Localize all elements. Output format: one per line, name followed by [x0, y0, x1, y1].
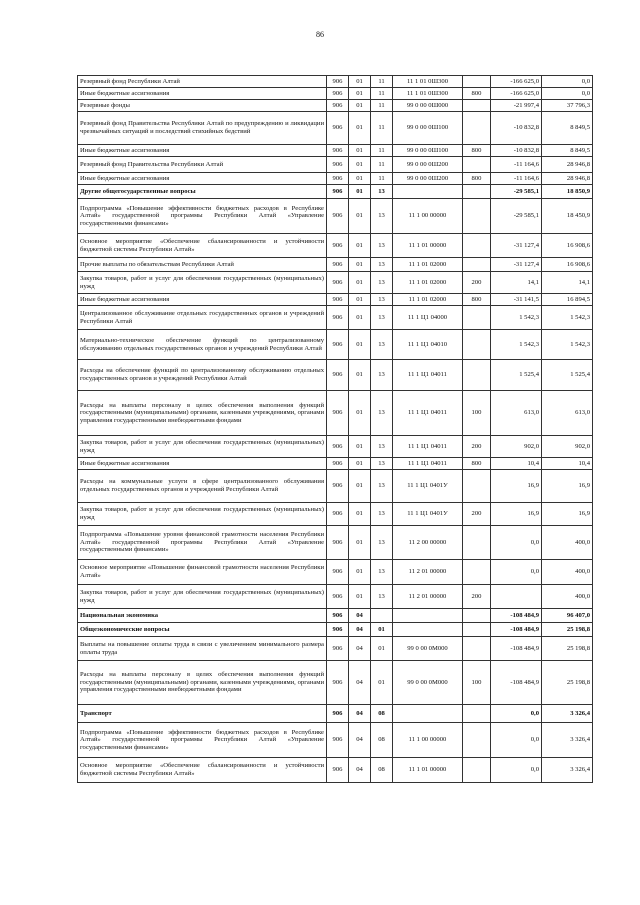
cell-name: Расходы на обеспечение функций по централизованному обслуживанию отдельных государственных органов и учреждений Республики Алтай [78, 360, 327, 391]
cell-name: Основное мероприятие «Обеспечение сбалансированности и устойчивости бюджетной системы Республики Алтай» [78, 234, 327, 258]
cell-ved: 906 [327, 458, 349, 470]
table-row [78, 360, 593, 391]
cell-amount-change: 0,0 [491, 758, 542, 783]
cell-amount-total: 18 450,9 [542, 199, 593, 234]
cell-amount-change [491, 585, 542, 609]
cell-subsection: 13 [371, 185, 393, 199]
cell-amount-change: 0,0 [491, 526, 542, 560]
cell-amount-change: -11 164,6 [491, 173, 542, 185]
cell-section: 04 [349, 705, 371, 723]
cell-name: Основное мероприятие «Повышение финансовой грамотности населения Республики Алтай» [78, 560, 327, 585]
table-row [78, 157, 593, 173]
budget-table [77, 75, 593, 783]
cell-name: Закупка товаров, работ и услуг для обеспечения государственных (муниципальных) нужд [78, 585, 327, 609]
cell-name: Расходы на коммунальные услуги в сфере централизованного обслуживания отдельных государственных органов и учреждений Республики Алтай [78, 470, 327, 503]
cell-target-article: 11 1 Ц1 04011 [393, 458, 463, 470]
cell-name: Закупка товаров, работ и услуг для обеспечения государственных (муниципальных) нужд [78, 503, 327, 526]
cell-expense-type: 200 [463, 436, 491, 458]
cell-subsection: 01 [371, 637, 393, 661]
cell-expense-type [463, 723, 491, 758]
cell-target-article: 11 1 01 02000 [393, 272, 463, 294]
cell-target-article [393, 623, 463, 637]
cell-ved: 906 [327, 470, 349, 503]
cell-amount-change: 0,0 [491, 723, 542, 758]
cell-expense-type [463, 185, 491, 199]
cell-subsection: 13 [371, 306, 393, 330]
cell-amount-change: 0,0 [491, 560, 542, 585]
cell-ved: 906 [327, 436, 349, 458]
cell-amount-total: 16 908,6 [542, 258, 593, 272]
cell-amount-change: 902,0 [491, 436, 542, 458]
table-row [78, 145, 593, 157]
cell-subsection: 11 [371, 100, 393, 112]
cell-target-article: 11 1 Ц1 04011 [393, 391, 463, 436]
cell-section: 01 [349, 560, 371, 585]
cell-amount-change: -11 164,6 [491, 157, 542, 173]
cell-target-article: 99 0 00 0Ш100 [393, 112, 463, 145]
cell-amount-total: 18 850,9 [542, 185, 593, 199]
cell-ved: 906 [327, 294, 349, 306]
cell-name: Иные бюджетные ассигнования [78, 294, 327, 306]
cell-expense-type [463, 330, 491, 360]
cell-target-article: 11 1 Ц1 04011 [393, 360, 463, 391]
cell-name: Выплаты на повышение оплаты труда в связи с увеличением минимального размера оплаты труда [78, 637, 327, 661]
cell-name: Резервный фонд Правительства Республики Алтай [78, 157, 327, 173]
table-row [78, 585, 593, 609]
cell-name: Прочие выплаты по обязательствам Республики Алтай [78, 258, 327, 272]
table-body [78, 76, 593, 783]
cell-amount-change: -29 585,1 [491, 185, 542, 199]
cell-name: Подпрограмма «Повышение уровня финансовой грамотности населения Республики Алтай» государственной программы Республики Алтай «Управление государственными финансами» [78, 526, 327, 560]
cell-name: Подпрограмма «Повышение эффективности бюджетных расходов в Республике Алтай» государственной программы Республики Алтай «Управление государственными финансами» [78, 723, 327, 758]
cell-target-article: 11 2 01 00000 [393, 585, 463, 609]
table-row [78, 185, 593, 199]
table-row [78, 100, 593, 112]
cell-section: 01 [349, 173, 371, 185]
cell-ved: 906 [327, 330, 349, 360]
cell-expense-type [463, 560, 491, 585]
table-row [78, 199, 593, 234]
cell-target-article [393, 705, 463, 723]
cell-target-article: 99 0 00 0Ш200 [393, 157, 463, 173]
cell-name: Резервный фонд Республики Алтай [78, 76, 327, 88]
cell-target-article: 99 0 00 0М000 [393, 661, 463, 705]
cell-amount-change: -108 484,9 [491, 661, 542, 705]
cell-target-article [393, 185, 463, 199]
cell-section: 01 [349, 88, 371, 100]
cell-amount-total: 400,0 [542, 526, 593, 560]
cell-target-article: 11 1 Ц1 0401У [393, 470, 463, 503]
cell-ved: 906 [327, 258, 349, 272]
cell-target-article: 11 2 00 00000 [393, 526, 463, 560]
cell-expense-type: 100 [463, 391, 491, 436]
cell-subsection: 11 [371, 112, 393, 145]
cell-amount-total: 16 908,6 [542, 234, 593, 258]
cell-amount-total: 3 326,4 [542, 705, 593, 723]
cell-expense-type [463, 112, 491, 145]
cell-ved: 906 [327, 723, 349, 758]
cell-amount-total: 16 894,5 [542, 294, 593, 306]
cell-subsection: 13 [371, 330, 393, 360]
cell-expense-type: 800 [463, 458, 491, 470]
cell-ved: 906 [327, 391, 349, 436]
cell-amount-change: -108 484,9 [491, 637, 542, 661]
table-row [78, 88, 593, 100]
cell-amount-total: 16,9 [542, 503, 593, 526]
table-row [78, 560, 593, 585]
cell-subsection: 11 [371, 88, 393, 100]
cell-subsection: 11 [371, 157, 393, 173]
cell-ved: 906 [327, 360, 349, 391]
cell-amount-total: 0,0 [542, 76, 593, 88]
cell-subsection [371, 609, 393, 623]
cell-expense-type: 800 [463, 145, 491, 157]
cell-subsection: 01 [371, 661, 393, 705]
table-row [78, 458, 593, 470]
table-row [78, 258, 593, 272]
cell-name: Закупка товаров, работ и услуг для обеспечения государственных (муниципальных) нужд [78, 436, 327, 458]
cell-target-article: 11 1 00 00000 [393, 723, 463, 758]
cell-amount-total: 3 326,4 [542, 723, 593, 758]
cell-subsection: 11 [371, 145, 393, 157]
cell-name: Расходы на выплаты персоналу в целях обеспечения выполнения функций государственными (муниципальными) органами, казенными учреждениями, органами управления государственными внебюджетными фондами [78, 661, 327, 705]
table-row [78, 391, 593, 436]
cell-target-article: 11 1 01 0Ш300 [393, 76, 463, 88]
cell-name: Иные бюджетные ассигнования [78, 173, 327, 185]
cell-section: 04 [349, 723, 371, 758]
cell-ved: 906 [327, 100, 349, 112]
cell-expense-type [463, 623, 491, 637]
cell-section: 01 [349, 458, 371, 470]
cell-target-article: 99 0 00 0Ш000 [393, 100, 463, 112]
cell-amount-total: 14,1 [542, 272, 593, 294]
cell-section: 01 [349, 306, 371, 330]
cell-target-article: 11 1 01 02000 [393, 294, 463, 306]
cell-amount-total: 400,0 [542, 585, 593, 609]
cell-subsection: 13 [371, 391, 393, 436]
cell-amount-change: -10 832,8 [491, 112, 542, 145]
cell-section: 01 [349, 391, 371, 436]
cell-ved: 906 [327, 705, 349, 723]
cell-amount-change: -29 585,1 [491, 199, 542, 234]
cell-ved: 906 [327, 185, 349, 199]
cell-amount-change: -108 484,9 [491, 623, 542, 637]
table-row [78, 705, 593, 723]
cell-subsection: 13 [371, 294, 393, 306]
cell-name: Резервный фонд Правительства Республики Алтай по предупреждению и ликвидации чрезвычайных ситуаций и последствий стихийных бедствий [78, 112, 327, 145]
table-row [78, 272, 593, 294]
cell-section: 01 [349, 145, 371, 157]
table-row [78, 623, 593, 637]
cell-ved: 906 [327, 199, 349, 234]
cell-subsection: 13 [371, 470, 393, 503]
cell-ved: 906 [327, 306, 349, 330]
cell-amount-total: 8 849,5 [542, 112, 593, 145]
cell-amount-total: 28 946,8 [542, 173, 593, 185]
cell-subsection: 13 [371, 503, 393, 526]
cell-target-article: 11 1 01 00000 [393, 234, 463, 258]
cell-target-article [393, 609, 463, 623]
cell-amount-change: 14,1 [491, 272, 542, 294]
cell-section: 01 [349, 100, 371, 112]
cell-ved: 906 [327, 157, 349, 173]
cell-amount-change: 0,0 [491, 705, 542, 723]
cell-section: 01 [349, 234, 371, 258]
cell-section: 01 [349, 436, 371, 458]
cell-ved: 906 [327, 503, 349, 526]
cell-subsection: 13 [371, 458, 393, 470]
cell-section: 01 [349, 185, 371, 199]
cell-target-article: 99 0 00 0М000 [393, 637, 463, 661]
page-number: 86 [316, 30, 324, 39]
cell-subsection: 13 [371, 360, 393, 391]
cell-subsection: 01 [371, 623, 393, 637]
cell-amount-total: 25 198,8 [542, 637, 593, 661]
cell-section: 04 [349, 758, 371, 783]
cell-amount-total: 96 407,0 [542, 609, 593, 623]
cell-ved: 906 [327, 526, 349, 560]
cell-subsection: 13 [371, 199, 393, 234]
cell-ved: 906 [327, 585, 349, 609]
table-row [78, 294, 593, 306]
cell-target-article: 11 1 Ц1 0401У [393, 503, 463, 526]
cell-section: 01 [349, 272, 371, 294]
cell-expense-type [463, 199, 491, 234]
cell-ved: 906 [327, 637, 349, 661]
cell-expense-type [463, 234, 491, 258]
table-row [78, 306, 593, 330]
table-row [78, 526, 593, 560]
cell-section: 04 [349, 623, 371, 637]
cell-expense-type: 200 [463, 585, 491, 609]
cell-amount-total: 613,0 [542, 391, 593, 436]
cell-section: 01 [349, 526, 371, 560]
cell-section: 04 [349, 661, 371, 705]
cell-expense-type: 800 [463, 294, 491, 306]
cell-amount-total: 1 525,4 [542, 360, 593, 391]
cell-subsection: 13 [371, 436, 393, 458]
cell-ved: 906 [327, 272, 349, 294]
cell-amount-total: 1 542,3 [542, 330, 593, 360]
cell-amount-total: 37 796,3 [542, 100, 593, 112]
cell-ved: 906 [327, 145, 349, 157]
cell-expense-type: 800 [463, 173, 491, 185]
cell-expense-type: 200 [463, 272, 491, 294]
cell-subsection: 13 [371, 560, 393, 585]
cell-name: Подпрограмма «Повышение эффективности бюджетных расходов в Республике Алтай» государственной программы Республики Алтай «Управление государственными финансами» [78, 199, 327, 234]
cell-expense-type [463, 705, 491, 723]
cell-target-article: 99 0 00 0Ш200 [393, 173, 463, 185]
cell-amount-change: 16,9 [491, 503, 542, 526]
table-row [78, 758, 593, 783]
cell-amount-change: 613,0 [491, 391, 542, 436]
cell-name: Иные бюджетные ассигнования [78, 145, 327, 157]
cell-section: 01 [349, 360, 371, 391]
cell-name: Основное мероприятие «Обеспечение сбалансированности и устойчивости бюджетной системы Республики Алтай» [78, 758, 327, 783]
cell-ved: 906 [327, 76, 349, 88]
cell-amount-total: 3 326,4 [542, 758, 593, 783]
cell-expense-type [463, 526, 491, 560]
cell-name: Закупка товаров, работ и услуг для обеспечения государственных (муниципальных) нужд [78, 272, 327, 294]
table-row [78, 330, 593, 360]
cell-name: Централизованное обслуживание отдельных государственных органов и учреждений Республики Алтай [78, 306, 327, 330]
cell-amount-total: 400,0 [542, 560, 593, 585]
cell-ved: 906 [327, 88, 349, 100]
cell-expense-type [463, 758, 491, 783]
cell-amount-change: -31 127,4 [491, 258, 542, 272]
table-row [78, 76, 593, 88]
cell-ved: 906 [327, 112, 349, 145]
cell-section: 01 [349, 157, 371, 173]
cell-expense-type [463, 100, 491, 112]
cell-amount-change: -166 625,0 [491, 88, 542, 100]
cell-amount-total: 902,0 [542, 436, 593, 458]
cell-name: Резервные фонды [78, 100, 327, 112]
cell-section: 01 [349, 585, 371, 609]
cell-expense-type [463, 360, 491, 391]
cell-section: 04 [349, 637, 371, 661]
cell-ved: 906 [327, 560, 349, 585]
cell-amount-change: -31 127,4 [491, 234, 542, 258]
cell-section: 04 [349, 609, 371, 623]
cell-subsection: 11 [371, 76, 393, 88]
cell-amount-change: -21 997,4 [491, 100, 542, 112]
table-row [78, 661, 593, 705]
cell-section: 01 [349, 199, 371, 234]
cell-amount-change: 16,9 [491, 470, 542, 503]
cell-amount-change: 1 525,4 [491, 360, 542, 391]
cell-subsection: 13 [371, 526, 393, 560]
cell-target-article: 11 1 00 00000 [393, 199, 463, 234]
table-row [78, 609, 593, 623]
cell-ved: 906 [327, 758, 349, 783]
cell-expense-type: 800 [463, 88, 491, 100]
cell-target-article: 11 1 Ц1 04010 [393, 330, 463, 360]
table-row [78, 637, 593, 661]
cell-name: Материально-техническое обеспечение функций по централизованному обслуживанию отдельных государственных органов и учреждений Республики Алтай [78, 330, 327, 360]
cell-target-article: 11 1 Ц1 04011 [393, 436, 463, 458]
cell-amount-change: -108 484,9 [491, 609, 542, 623]
cell-section: 01 [349, 503, 371, 526]
cell-amount-total: 25 198,8 [542, 623, 593, 637]
cell-amount-total: 10,4 [542, 458, 593, 470]
cell-amount-total: 28 946,8 [542, 157, 593, 173]
cell-section: 01 [349, 76, 371, 88]
cell-subsection: 11 [371, 173, 393, 185]
cell-target-article: 99 0 00 0Ш100 [393, 145, 463, 157]
cell-ved: 906 [327, 623, 349, 637]
cell-amount-change: 10,4 [491, 458, 542, 470]
cell-section: 01 [349, 112, 371, 145]
table-row [78, 503, 593, 526]
cell-expense-type [463, 157, 491, 173]
cell-name: Другие общегосударственные вопросы [78, 185, 327, 199]
table-row [78, 112, 593, 145]
cell-subsection: 13 [371, 258, 393, 272]
cell-subsection: 08 [371, 705, 393, 723]
cell-expense-type [463, 637, 491, 661]
cell-amount-total: 16,9 [542, 470, 593, 503]
cell-target-article: 11 2 01 00000 [393, 560, 463, 585]
cell-expense-type [463, 258, 491, 272]
cell-target-article: 11 1 01 02000 [393, 258, 463, 272]
cell-section: 01 [349, 294, 371, 306]
table-row [78, 436, 593, 458]
cell-ved: 906 [327, 609, 349, 623]
table-row [78, 234, 593, 258]
cell-subsection: 08 [371, 758, 393, 783]
table-row [78, 470, 593, 503]
cell-amount-change: -10 832,8 [491, 145, 542, 157]
cell-expense-type [463, 470, 491, 503]
cell-amount-total: 1 542,3 [542, 306, 593, 330]
table-row [78, 173, 593, 185]
cell-section: 01 [349, 258, 371, 272]
cell-target-article: 11 1 01 0Ш300 [393, 88, 463, 100]
cell-name: Транспорт [78, 705, 327, 723]
cell-subsection: 13 [371, 234, 393, 258]
cell-name: Национальная экономика [78, 609, 327, 623]
cell-amount-total: 25 198,8 [542, 661, 593, 705]
cell-amount-total: 0,0 [542, 88, 593, 100]
cell-expense-type [463, 76, 491, 88]
cell-amount-change: -31 141,5 [491, 294, 542, 306]
cell-subsection: 13 [371, 585, 393, 609]
cell-name: Иные бюджетные ассигнования [78, 88, 327, 100]
cell-amount-change: 1 542,3 [491, 306, 542, 330]
cell-amount-total: 8 849,5 [542, 145, 593, 157]
cell-target-article: 11 1 01 00000 [393, 758, 463, 783]
cell-subsection: 08 [371, 723, 393, 758]
cell-section: 01 [349, 330, 371, 360]
cell-ved: 906 [327, 234, 349, 258]
cell-expense-type [463, 306, 491, 330]
cell-name: Расходы на выплаты персоналу в целях обеспечения выполнения функций государственными (муниципальными) органами, казенными учреждениями, органами управления государственными внебюджетными фондами [78, 391, 327, 436]
cell-amount-change: 1 542,3 [491, 330, 542, 360]
cell-target-article: 11 1 Ц1 04000 [393, 306, 463, 330]
cell-expense-type: 100 [463, 661, 491, 705]
cell-name: Общеэкономические вопросы [78, 623, 327, 637]
cell-ved: 906 [327, 173, 349, 185]
cell-name: Иные бюджетные ассигнования [78, 458, 327, 470]
cell-section: 01 [349, 470, 371, 503]
cell-amount-change: -166 625,0 [491, 76, 542, 88]
cell-subsection: 13 [371, 272, 393, 294]
cell-expense-type: 200 [463, 503, 491, 526]
table-row [78, 723, 593, 758]
cell-expense-type [463, 609, 491, 623]
cell-ved: 906 [327, 661, 349, 705]
